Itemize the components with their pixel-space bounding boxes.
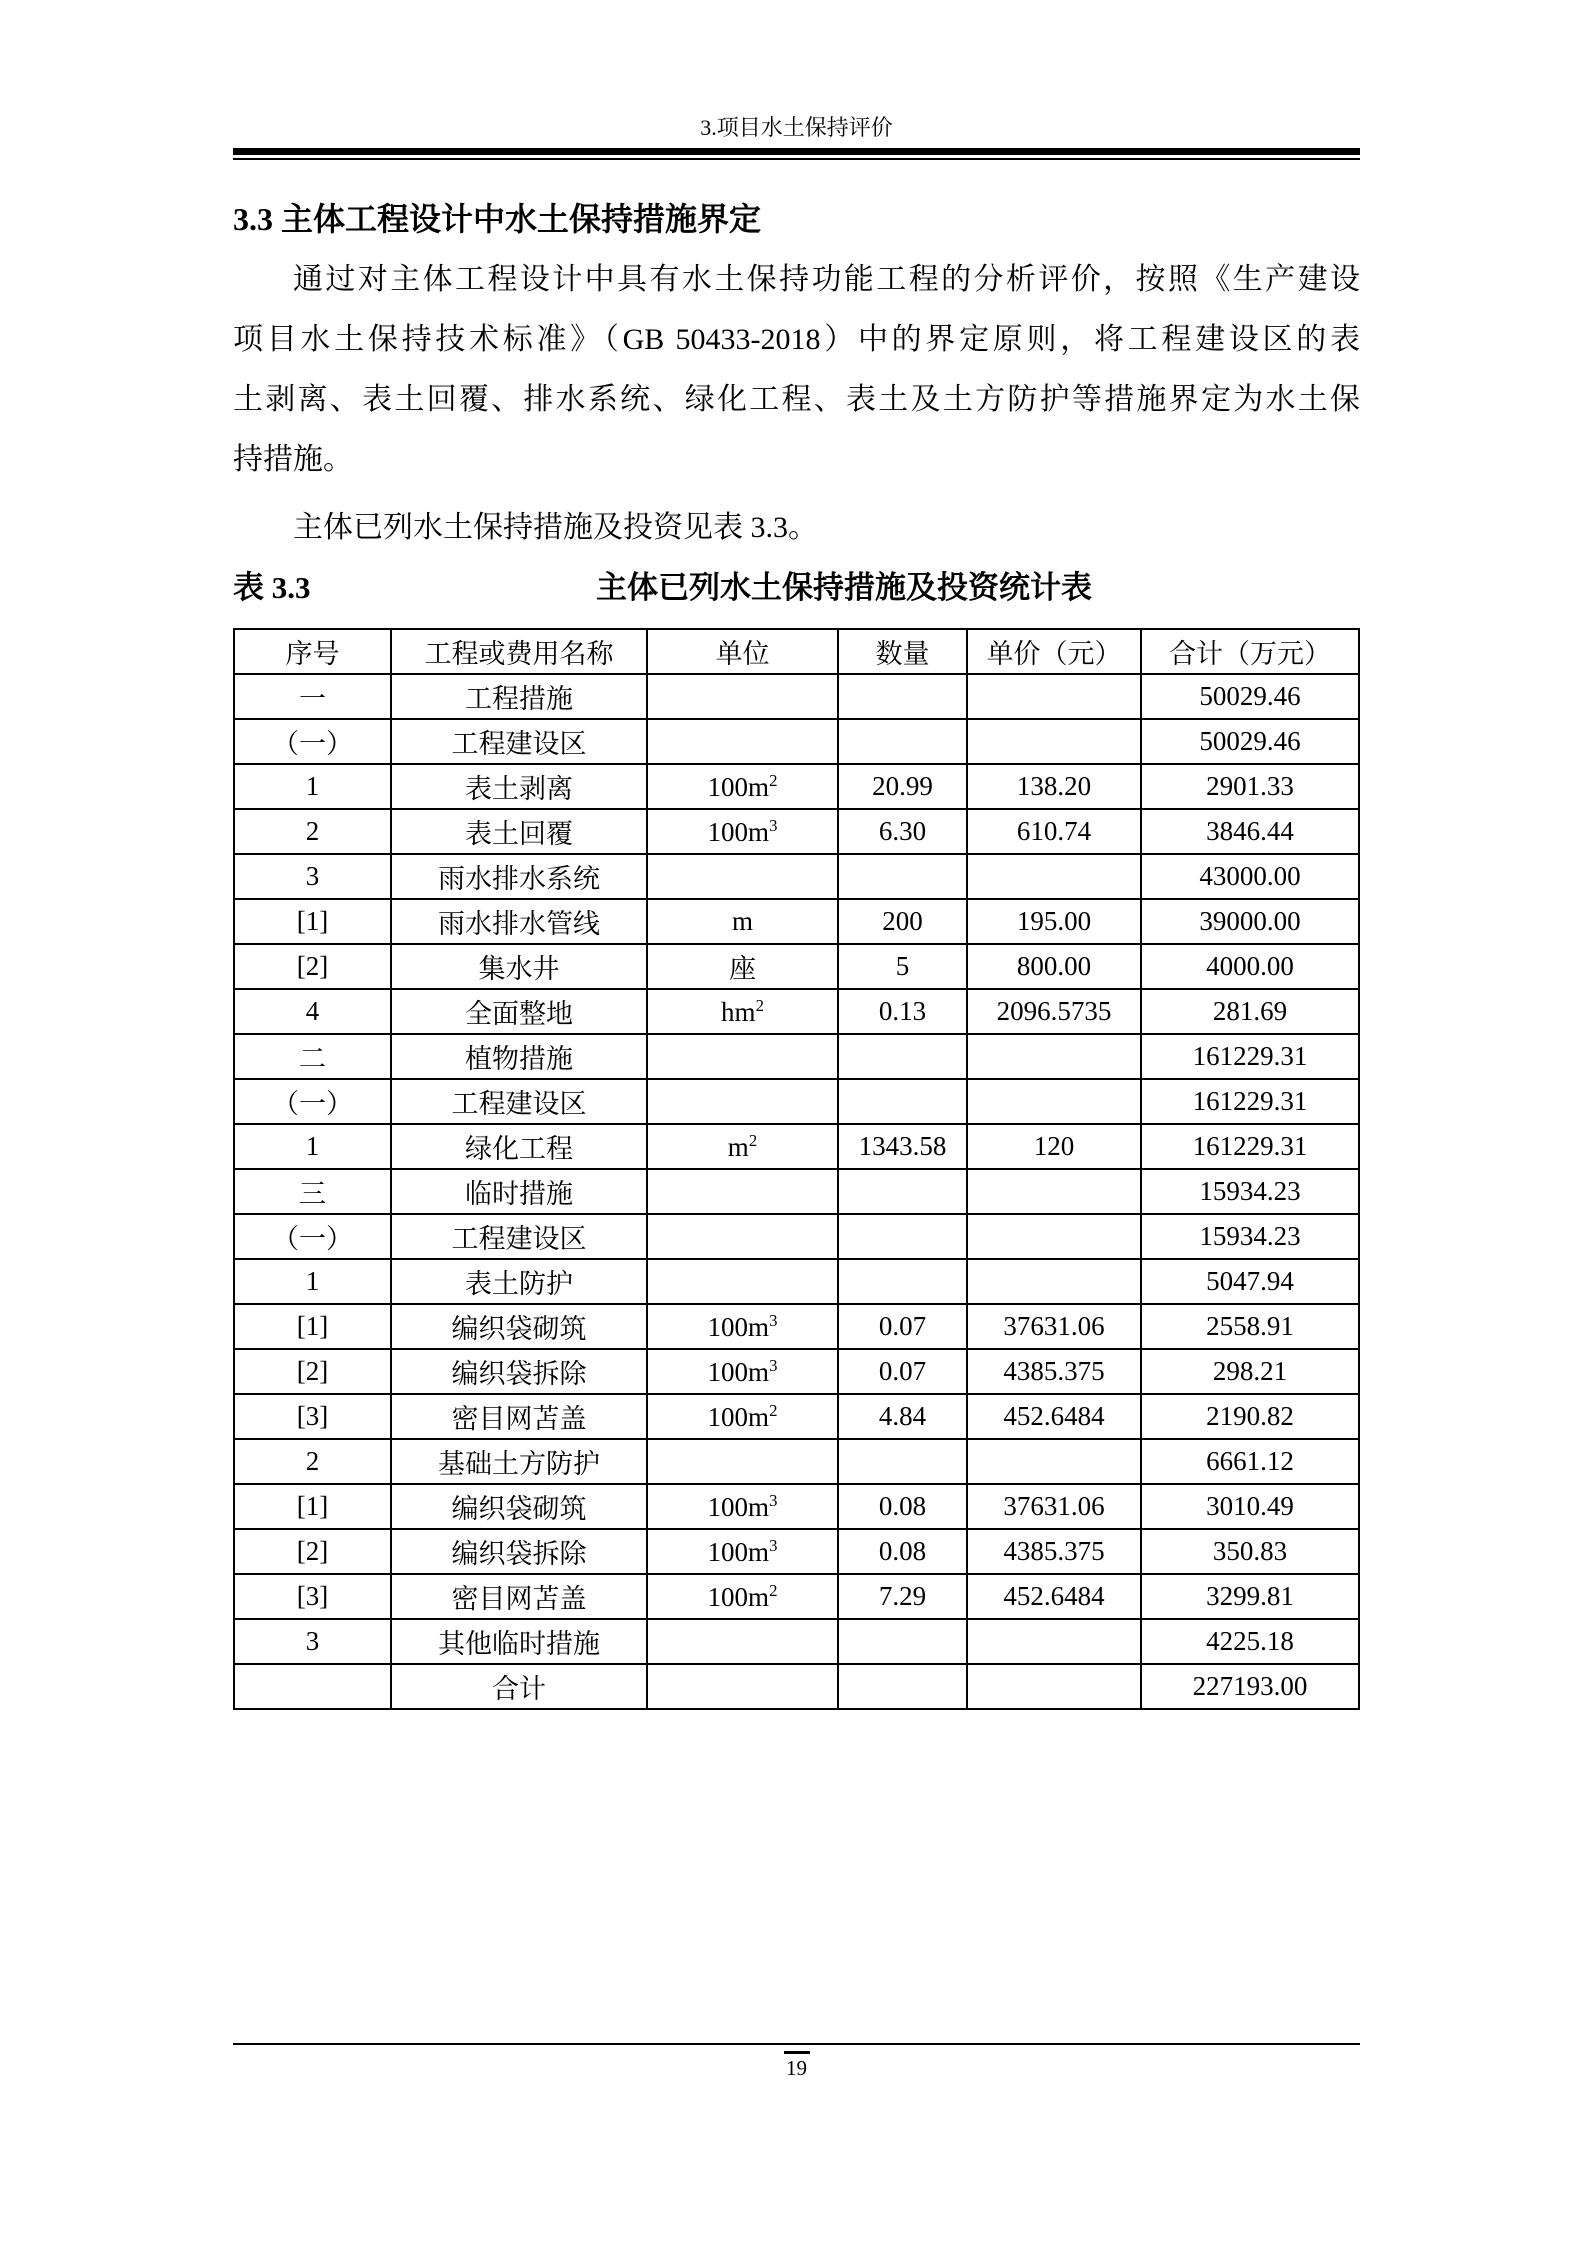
table-cell: m [647,899,838,944]
table-cell [967,1619,1141,1664]
table-cell: 138.20 [967,764,1141,809]
table-cell: （一） [234,1079,391,1124]
table-cell: 200 [838,899,967,944]
table-cell: 合计 [391,1664,647,1709]
table-cell: 2558.91 [1141,1304,1359,1349]
page-number-dash [784,2051,810,2054]
table-cell [967,1259,1141,1304]
table-cell: 编织袋砌筑 [391,1304,647,1349]
table-cell: 7.29 [838,1574,967,1619]
table-cell: 三 [234,1169,391,1214]
table-cell: [1] [234,1484,391,1529]
superscript: 2 [769,1580,778,1600]
table-cell: 基础土方防护 [391,1439,647,1484]
table-row [234,1259,1359,1304]
table-cell [967,1439,1141,1484]
table-cell: 1 [234,764,391,809]
table-cell: 座 [647,944,838,989]
table-row [234,1304,1359,1349]
column-header: 合计（万元） [1141,629,1359,674]
table-cell: 2096.5735 [967,989,1141,1034]
table-cell [967,1079,1141,1124]
table-cell: 15934.23 [1141,1214,1359,1259]
table-cell: $100m^2$ [647,764,838,809]
table-cell: 15934.23 [1141,1169,1359,1214]
table-row [234,989,1359,1034]
table-row [234,1574,1359,1619]
table-cell: 4385.375 [967,1529,1141,1574]
table-cell: 工程措施 [391,674,647,719]
table-cell [647,854,838,899]
column-header: 序号 [234,629,391,674]
table-cell [838,1439,967,1484]
table-cell: 281.69 [1141,989,1359,1034]
table-cell: [3] [234,1394,391,1439]
table-row [234,1124,1359,1169]
table-cell: 绿化工程 [391,1124,647,1169]
table-cell: 编织袋拆除 [391,1529,647,1574]
table-row [234,1529,1359,1574]
table-cell [647,674,838,719]
table-row [234,1484,1359,1529]
table-caption-title: 主体已列水土保持措施及投资统计表 [596,570,1092,605]
table-cell: [3] [234,1574,391,1619]
paragraph-line: 通过对主体工程设计中具有水土保持功能工程的分析评价，按照《生产建设 [293,263,1360,296]
table-cell [967,674,1141,719]
table-cell: 20.99 [838,764,967,809]
table-cell [967,854,1141,899]
table-row [234,1349,1359,1394]
table-row [234,1214,1359,1259]
page-number: 19 [786,2056,807,2080]
table-cell: [2] [234,944,391,989]
table-cell: 工程建设区 [391,1214,647,1259]
table-cell: 全面整地 [391,989,647,1034]
table-cell [967,1214,1141,1259]
superscript: 2 [769,770,778,790]
table-cell: $100m^2$ [647,1574,838,1619]
superscript: 3 [769,1535,778,1555]
column-header: 数量 [838,629,967,674]
table-row [234,719,1359,764]
table-row [234,854,1359,899]
table-cell: $100m^3$ [647,1349,838,1394]
table-cell: 37631.06 [967,1484,1141,1529]
table-cell: 表土防护 [391,1259,647,1304]
table-cell: 编织袋砌筑 [391,1484,647,1529]
table-cell: 452.6484 [967,1574,1141,1619]
table-cell: $100m^3$ [647,1529,838,1574]
table-cell: （一） [234,719,391,764]
table-cell [647,1439,838,1484]
paragraph-line: 土剥离、表土回覆、排水系统、绿化工程、表土及土方防护等措施界定为水土保 [233,383,1360,416]
table-cell: [1] [234,899,391,944]
table-cell: 表土回覆 [391,809,647,854]
table-cell: 37631.06 [967,1304,1141,1349]
table-cell: 4385.375 [967,1349,1141,1394]
table-cell: 5 [838,944,967,989]
table-cell: $100m^2$ [647,1394,838,1439]
table-cell: 0.08 [838,1484,967,1529]
table-cell [647,1169,838,1214]
table-cell: 3 [234,1619,391,1664]
table-cell [647,1664,838,1709]
table-caption [233,566,1360,610]
table-cell: 6661.12 [1141,1439,1359,1484]
table-cell [838,1034,967,1079]
table-cell: 161229.31 [1141,1034,1359,1079]
table-cell: （一） [234,1214,391,1259]
table-cell: 二 [234,1034,391,1079]
table-cell: 雨水排水管线 [391,899,647,944]
table-cell: 植物措施 [391,1034,647,1079]
superscript: 2 [769,1400,778,1420]
table-cell: 4.84 [838,1394,967,1439]
table-cell: 0.08 [838,1529,967,1574]
table-cell: 350.83 [1141,1529,1359,1574]
superscript: 3 [769,1310,778,1330]
table-cell [838,719,967,764]
table-cell: 2901.33 [1141,764,1359,809]
superscript: 2 [748,1130,758,1150]
column-header: 工程或费用名称 [391,629,647,674]
table-cell: 2 [234,1439,391,1484]
table-cell: 2190.82 [1141,1394,1359,1439]
table-row [234,809,1359,854]
header-rule-thin [233,158,1360,160]
table-cell [838,854,967,899]
table-row [234,899,1359,944]
table-cell [647,719,838,764]
table-cell [647,1619,838,1664]
table-cell: 3846.44 [1141,809,1359,854]
table-cell: 1343.58 [838,1124,967,1169]
table-cell: 195.00 [967,899,1141,944]
table-cell [967,1169,1141,1214]
table-lead-in-paragraph: 主体已列水土保持措施及投资见表 3.3。 [293,511,818,544]
table-cell: 0.07 [838,1349,967,1394]
table-cell: 密目网苫盖 [391,1394,647,1439]
table-cell [647,1214,838,1259]
table-cell [838,1079,967,1124]
table-cell: 0.07 [838,1304,967,1349]
table-cell: 3 [234,854,391,899]
measures-investment-table [233,628,1360,1710]
page-header [233,0,1360,160]
column-header: 单位 [647,629,838,674]
table-cell: $100m^3$ [647,1304,838,1349]
table-cell [967,1034,1141,1079]
table-cell: 1 [234,1124,391,1169]
table-cell: 0.13 [838,989,967,1034]
table-row [234,764,1359,809]
table-cell: 298.21 [1141,1349,1359,1394]
table-cell [234,1664,391,1709]
table-cell: $100m^3$ [647,809,838,854]
table-cell: 1 [234,1259,391,1304]
table-cell: 一 [234,674,391,719]
table-cell: $m^2$ [647,1124,838,1169]
paragraph-line: 持措施。 [233,443,353,476]
table-caption-label: 表 3.3 [233,570,311,605]
table-cell: 表土剥离 [391,764,647,809]
paragraph-line: 项目水土保持技术标准》（GB 50433-2018）中的界定原则，将工程建设区的表 [233,323,1360,356]
table-cell [838,1664,967,1709]
table-header-row [234,629,1359,674]
table-cell: 800.00 [967,944,1141,989]
footer-rule [233,2043,1360,2045]
table-cell: 50029.46 [1141,719,1359,764]
table-cell: 120 [967,1124,1141,1169]
table-row [234,1394,1359,1439]
table-row [234,944,1359,989]
page-footer [233,2043,1360,2081]
superscript: 3 [769,1490,778,1510]
table-cell: 43000.00 [1141,854,1359,899]
table-row [234,1169,1359,1214]
table-cell: 4000.00 [1141,944,1359,989]
table-row [234,1034,1359,1079]
table-cell: 工程建设区 [391,719,647,764]
table-cell [967,719,1141,764]
table-cell: 雨水排水系统 [391,854,647,899]
table-row [234,674,1359,719]
table-cell: 2 [234,809,391,854]
table-cell: 227193.00 [1141,1664,1359,1709]
running-header-title: 3.项目水土保持评价 [700,115,893,140]
section-heading: 3.3 主体工程设计中水土保持措施界定 [233,201,762,237]
superscript: 3 [769,1355,778,1375]
table-cell [838,1619,967,1664]
table-cell: 161229.31 [1141,1079,1359,1124]
table-cell: 编织袋拆除 [391,1349,647,1394]
table-cell: 50029.46 [1141,674,1359,719]
table-cell: $100m^3$ [647,1484,838,1529]
table-cell [647,1259,838,1304]
table-cell: 工程建设区 [391,1079,647,1124]
table-cell: 临时措施 [391,1169,647,1214]
table-cell: 610.74 [967,809,1141,854]
content-area [233,0,1360,1710]
table-cell [967,1664,1141,1709]
table-cell: 4225.18 [1141,1619,1359,1664]
table-cell: 集水井 [391,944,647,989]
table-cell [838,1214,967,1259]
table-cell: [1] [234,1304,391,1349]
table-cell: 5047.94 [1141,1259,1359,1304]
table-row [234,1619,1359,1664]
table-cell [647,1079,838,1124]
column-header: 单价（元） [967,629,1141,674]
table-cell: 161229.31 [1141,1124,1359,1169]
table-cell: 6.30 [838,809,967,854]
table-row [234,1079,1359,1124]
table-cell: 452.6484 [967,1394,1141,1439]
table-cell [838,1259,967,1304]
table-cell [838,1169,967,1214]
body-paragraph [233,250,1360,490]
superscript: 3 [769,815,778,835]
table-cell: [2] [234,1349,391,1394]
table-cell: [2] [234,1529,391,1574]
table-cell [838,674,967,719]
table-cell: $hm^2$ [647,989,838,1034]
table-cell [647,1034,838,1079]
header-rule-thick [233,148,1360,155]
table-cell: 密目网苫盖 [391,1574,647,1619]
table-cell: 3010.49 [1141,1484,1359,1529]
table-row [234,1664,1359,1709]
superscript: 2 [755,995,764,1015]
table-row [234,1439,1359,1484]
table-cell: 其他临时措施 [391,1619,647,1664]
table-cell: 39000.00 [1141,899,1359,944]
table-cell: 3299.81 [1141,1574,1359,1619]
table-cell: 4 [234,989,391,1034]
